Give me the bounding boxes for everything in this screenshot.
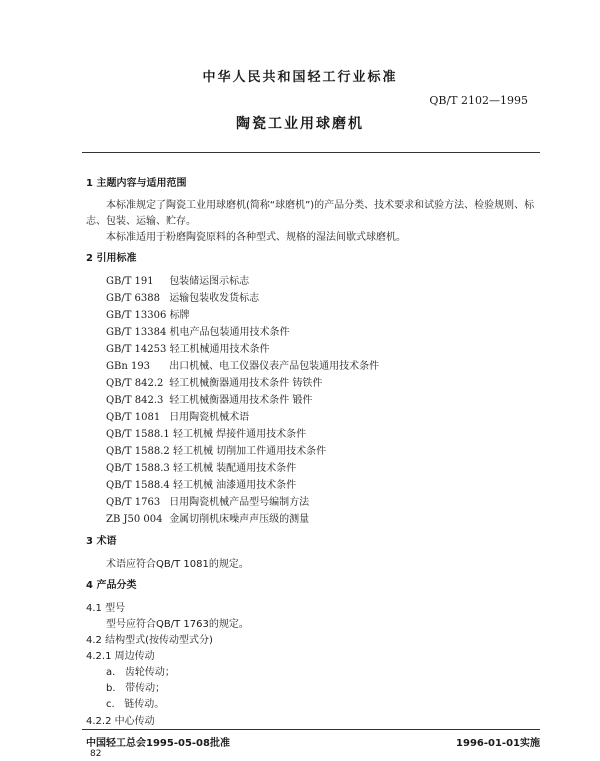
list-item: [106, 695, 164, 710]
list-item-text: 齿轮传动；: [124, 667, 175, 678]
reference-code: QB/T 1081: [106, 412, 161, 423]
issuing-body-title: 中华人民共和国轻工行业标准: [202, 70, 398, 85]
reference-item: [106, 289, 259, 304]
section-1-paragraph-1-line-1: 本标准规定了陶瓷工业用球磨机(简称“球磨机”)的产品分类、技术要求和试验方法、检验规则、标: [106, 200, 535, 211]
reference-item: [106, 391, 312, 406]
section-4-heading: 4 产品分类: [86, 580, 137, 591]
reference-item: [106, 459, 296, 474]
reference-item: [106, 493, 309, 508]
reference-code: QB/T 842.2: [106, 378, 164, 389]
reference-item: [106, 425, 306, 440]
section-4-2-2-heading: 4.2.2 中心传动: [86, 716, 155, 727]
section-4-2-1-heading: 4.2.1 周边传动: [86, 651, 155, 662]
reference-title: 轻工机械通用技术条件: [169, 344, 270, 355]
reference-title: 包装储运图示标志: [169, 276, 250, 287]
reference-item: [106, 374, 322, 389]
section-1-paragraph-1-line-2: 志、包装、运输、贮存。: [86, 216, 196, 227]
reference-title: 日用陶瓷机械产品型号编制方法: [169, 497, 310, 508]
document-title: 陶瓷工业用球磨机: [236, 116, 364, 132]
list-item-label: b.: [106, 683, 116, 694]
reference-title: 轻工机械 油漆通用技术条件: [172, 480, 297, 491]
reference-item: [106, 510, 309, 525]
list-item: [106, 663, 175, 678]
section-1-heading: 1 主题内容与适用范围: [86, 178, 187, 189]
reference-item: [106, 306, 190, 321]
reference-code: GB/T 14253: [106, 344, 167, 355]
reference-code: GB/T 191: [106, 276, 154, 287]
standard-number: QB/T 2102—1995: [429, 94, 528, 107]
reference-title: 轻工机械衡器通用技术条件 铸铁件: [169, 378, 323, 389]
reference-code: GB/T 6388: [106, 293, 161, 304]
reference-title: 运输包装收发货标志: [169, 293, 260, 304]
reference-code: QB/T 1588.4: [106, 480, 170, 491]
footer-rule: [82, 729, 540, 730]
reference-code: ZB J50 004: [106, 514, 163, 525]
section-4-1-heading: 4.1 型号: [86, 603, 126, 614]
reference-code: QB/T 842.3: [106, 395, 164, 406]
reference-title: 标牌: [169, 310, 190, 321]
header-rule: [82, 152, 540, 153]
reference-item: [106, 323, 290, 338]
section-4-2-heading: 4.2 结构型式(按传动型式分): [86, 635, 213, 646]
section-3-paragraph: 术语应符合QB/T 1081的规定。: [106, 559, 249, 570]
section-3-heading: 3 术语: [86, 536, 117, 547]
list-item-text: 带传动；: [125, 683, 166, 694]
reference-title: 轻工机械 焊接件通用技术条件: [172, 429, 307, 440]
reference-code: QB/T 1588.3: [106, 463, 170, 474]
section-1-paragraph-2: 本标准适用于粉磨陶瓷原料的各种型式、规格的湿法间歇式球磨机。: [106, 232, 406, 243]
reference-code: GB/T 13384: [106, 327, 167, 338]
section-2-heading: 2 引用标准: [86, 253, 137, 264]
reference-title: 金属切削机床噪声声压级的测量: [169, 514, 310, 525]
reference-title: 轻工机械 装配通用技术条件: [172, 463, 297, 474]
reference-code: GB/T 13306: [106, 310, 167, 321]
list-item-label: c.: [106, 699, 115, 710]
implementation-date: 1996-01-01实施: [456, 738, 540, 749]
page-number: 82: [90, 749, 102, 759]
reference-item: [106, 408, 249, 423]
reference-item: [106, 357, 379, 372]
reference-code: QB/T 1588.1: [106, 429, 170, 440]
reference-item: [106, 340, 270, 355]
list-item-label: a.: [106, 667, 116, 678]
reference-title: 轻工机械 切削加工件通用技术条件: [172, 446, 327, 457]
approval-date: 中国轻工总会1995-05-08批准: [86, 738, 230, 749]
reference-title: 轻工机械衡器通用技术条件 锻件: [169, 395, 313, 406]
reference-code: GBn 193: [106, 361, 151, 372]
reference-code: QB/T 1763: [106, 497, 161, 508]
reference-item: [106, 272, 249, 287]
list-item-text: 链传动。: [124, 699, 165, 710]
section-4-1-paragraph: 型号应符合QB/T 1763的规定。: [106, 619, 249, 630]
reference-title: 出口机械、电工仪器仪表产品包装通用技术条件: [169, 361, 380, 372]
reference-code: QB/T 1588.2: [106, 446, 170, 457]
reference-item: [106, 442, 326, 457]
reference-item: [106, 476, 296, 491]
list-item: [106, 679, 165, 694]
reference-title: 机电产品包装通用技术条件: [169, 327, 290, 338]
reference-title: 日用陶瓷机械术语: [169, 412, 250, 423]
